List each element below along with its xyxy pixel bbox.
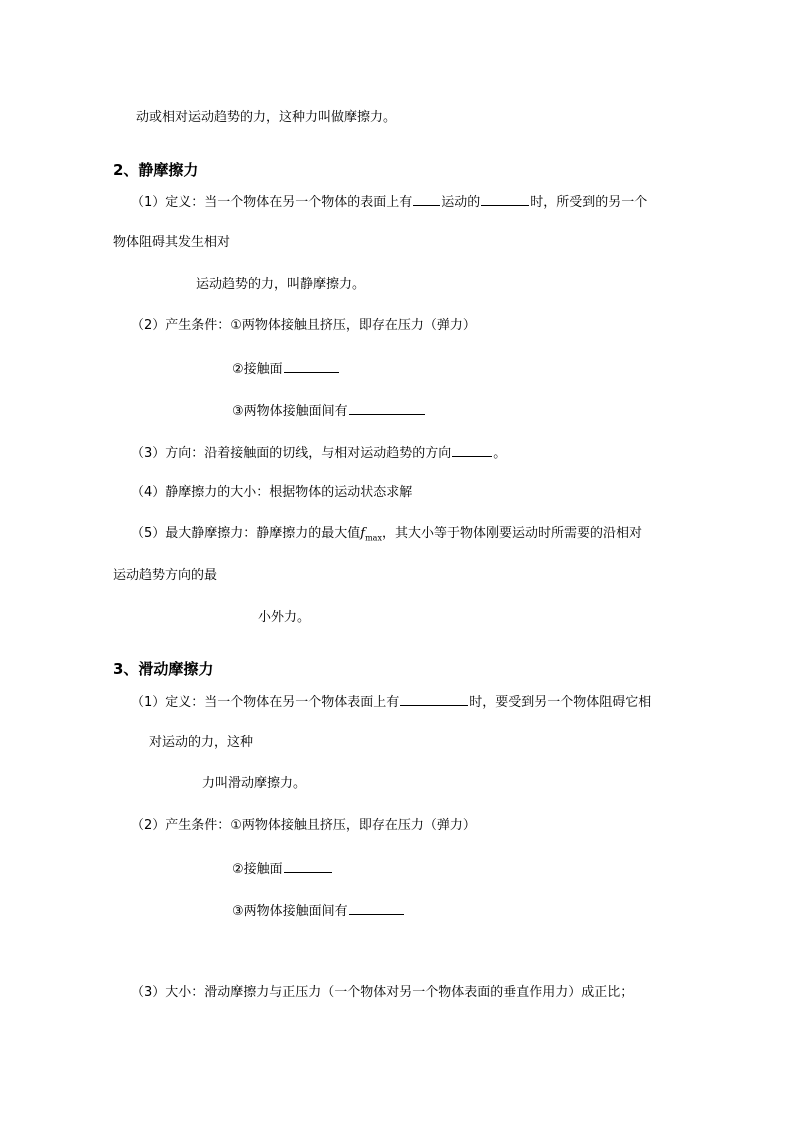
sliding-condition-3-text: ③两物体接触面间有 — [232, 904, 348, 919]
blank-relative[interactable] — [413, 192, 440, 206]
blank-relative-motion[interactable] — [400, 692, 468, 706]
sliding-condition-2-text: ②接触面 — [232, 862, 283, 877]
static-condition-3-text: ③两物体接触面间有 — [232, 404, 348, 419]
static-condition-2 — [232, 359, 340, 379]
sliding-condition-3 — [232, 901, 405, 921]
static-definition-line-3: 运动趋势的力，叫静摩擦力。 — [196, 277, 366, 292]
sliding-definition-line-2: 对运动的力，这种 — [149, 735, 254, 750]
static-magnitude: （4）静摩擦力的大小：根据物体的运动状态求解 — [131, 485, 413, 500]
blank-direction[interactable] — [452, 443, 492, 457]
f-symbol: f — [360, 526, 366, 541]
static-direction — [131, 443, 506, 463]
static-condition-2-text: ②接触面 — [232, 362, 283, 377]
f-max-symbol — [360, 526, 382, 541]
static-max-line-3: 小外力。 — [258, 610, 311, 625]
intro-tail: 动或相对运动趋势的力，这种力叫做摩擦力。 — [136, 110, 397, 125]
static-direction-text: （3）方向：沿着接触面的切线，与相对运动趋势的方向 — [131, 446, 452, 461]
sliding-definition-line-1 — [131, 692, 651, 712]
blank-tendency[interactable] — [481, 192, 529, 206]
blank-contact-surface[interactable] — [284, 359, 339, 373]
sliding-definition-text-1: （1）定义：当一个物体在另一个物体表面上有 — [131, 695, 400, 710]
blank-sliding-between-surfaces[interactable] — [349, 901, 404, 915]
static-definition-text-2: 运动的 — [441, 195, 481, 210]
static-definition-line-2: 物体阻碍其发生相对 — [113, 235, 231, 250]
static-max-line-2: 运动趋势方向的最 — [113, 568, 218, 583]
static-max-line-1 — [131, 525, 642, 548]
static-condition-1: （2）产生条件：①两物体接触且挤压，即存在压力（弹力） — [131, 318, 476, 333]
static-max-text-1: （5）最大静摩擦力：静摩擦力的最大值 — [131, 526, 361, 541]
static-direction-end: 。 — [493, 446, 507, 461]
max-subscript: max — [365, 533, 382, 543]
sliding-definition-text-2: 时，要受到另一个物体阻碍它相 — [469, 695, 652, 710]
sliding-magnitude: （3）大小：滑动摩擦力与正压力（一个物体对另一个物体表面的垂直作用力）成正比； — [131, 985, 634, 1000]
blank-between-surfaces[interactable] — [349, 401, 425, 415]
sliding-condition-1: （2）产生条件：①两物体接触且挤压，即存在压力（弹力） — [131, 818, 476, 833]
sliding-definition-line-3: 力叫滑动摩擦力。 — [202, 776, 307, 791]
static-definition-line-1 — [131, 192, 647, 212]
static-definition-text-1: （1）定义：当一个物体在另一个物体的表面上有 — [131, 195, 413, 210]
blank-sliding-contact-surface[interactable] — [284, 859, 332, 873]
static-condition-3 — [232, 401, 426, 421]
section-heading-sliding-friction: 3、滑动摩擦力 — [113, 660, 214, 678]
section-heading-static-friction: 2、静摩擦力 — [113, 161, 199, 179]
sliding-condition-2 — [232, 859, 333, 879]
static-definition-text-3: 时，所受到的另一个 — [530, 195, 648, 210]
static-max-text-2: ，其大小等于物体刚要运动时所需要的沿相对 — [381, 526, 642, 541]
